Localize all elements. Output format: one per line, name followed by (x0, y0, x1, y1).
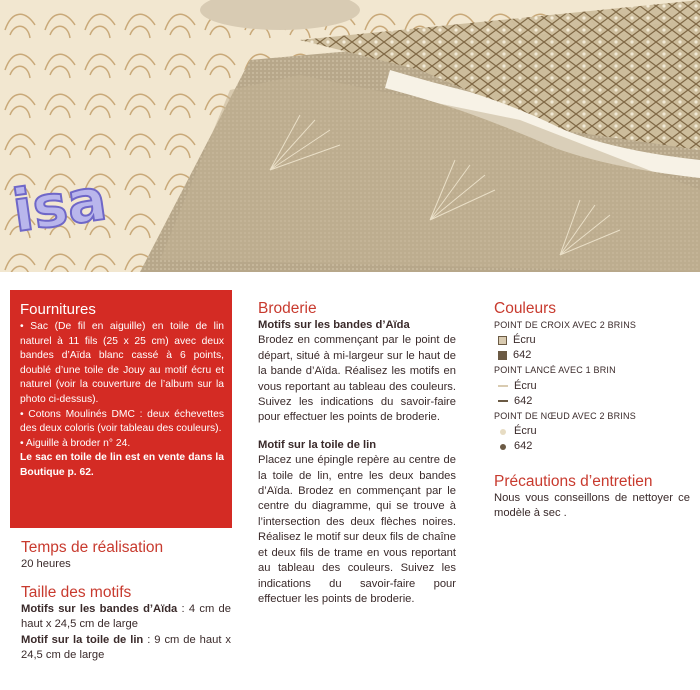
taille-lin-value: : 9 cm de haut x 24,5 cm de large (21, 633, 231, 662)
couleurs-croix-642-label: 642 (513, 349, 532, 362)
couleurs-group-lance-title: POINT LANCÉ AVEC 1 BRIN (494, 365, 616, 376)
precautions-section (494, 473, 690, 522)
broderie-sub-lin: Motif sur la toile de lin (258, 438, 377, 451)
fournitures-item-sac: • Sac (De fil en aiguille) en toile de lin naturel à 11 fils (25 x 25 cm) avec deux bandes d’Aïda blanc cassé à 6 points, doublé d’une toile de Jouy au motif écru et naturel (voir la couverture de l’album sur la photo ci-dessus). (20, 321, 224, 405)
fournitures-item-cotons: • Cotons Moulinés DMC : deux échevettes des deux coloris (voir tableau des couleurs). (20, 408, 224, 435)
swatch-knot-ecru-icon (500, 429, 506, 435)
swatch-line-642-icon (498, 400, 508, 402)
svg-text:isa: isa (8, 164, 111, 246)
embroidered-bag-illustration (0, 0, 700, 272)
couleurs-croix-ecru-label: Écru (513, 334, 536, 347)
temps-value: 20 heures (21, 558, 71, 570)
fournitures-boutique-note: Le sac en toile de lin est en vente dans la Boutique p. 62. (20, 452, 224, 478)
taille-lin-label: Motif sur la toile de lin (21, 633, 144, 646)
taille-aida-label: Motifs sur les bandes d’Aïda (21, 603, 178, 615)
precautions-text: Nous vous conseillons de nettoyer ce modèle à sec . (494, 492, 690, 520)
couleurs-lance-642-label: 642 (514, 394, 533, 407)
fournitures-title: Fournitures (20, 301, 96, 318)
isa-logo (8, 165, 110, 245)
couleurs-noeud-642-label: 642 (514, 440, 533, 453)
couleurs-noeud-642 (494, 439, 690, 454)
broderie-sub-aida: Motifs sur les bandes d’Aïda (258, 319, 410, 331)
product-photo (0, 0, 700, 272)
swatch-line-ecru-icon (498, 385, 508, 387)
taille-aida (21, 602, 231, 633)
taille-aida-value: : 4 cm de haut x 24,5 cm de large (21, 603, 231, 631)
broderie-section (258, 300, 456, 607)
swatch-cross-642-icon (498, 351, 507, 360)
taille-section (21, 584, 231, 664)
couleurs-lance-642 (494, 394, 690, 409)
couleurs-section (494, 300, 690, 454)
couleurs-noeud-ecru (494, 424, 690, 439)
taille-title: Taille des motifs (21, 584, 132, 601)
couleurs-group-croix-title: POINT DE CROIX AVEC 2 BRINS (494, 320, 637, 330)
fournitures-box (10, 290, 232, 528)
couleurs-lance-ecru-label: Écru (514, 379, 537, 392)
broderie-title: Broderie (258, 300, 317, 317)
broderie-text-aida: Brodez en commençant par le point de départ, situé à mi-largeur sur le haut de la bande d’Aïda. Réalisez les motifs en vous reportant au tableau des couleurs. Suivez les indications du savoir-faire pour effectuer les points de broderie. (258, 334, 456, 424)
couleurs-lance-ecru (494, 379, 690, 394)
swatch-cross-ecru-icon (498, 336, 507, 345)
swatch-knot-642-icon (500, 444, 506, 450)
couleurs-noeud-ecru-label: Écru (514, 425, 537, 438)
couleurs-title: Couleurs (494, 300, 557, 317)
fournitures-item-aiguille: • Aiguille à broder n° 24. (20, 437, 131, 449)
taille-lin (21, 633, 231, 664)
couleurs-croix-ecru (494, 333, 690, 348)
temps-title: Temps de réalisation (21, 539, 164, 556)
broderie-text-lin: Placez une épingle repère au centre de la toile de lin, entre les deux bandes d’Aïda. Brodez en commençant par le centre du diagramme, qui se trouve à l’intersection des deux flèches noires. Réalisez le motif sur deux fils de chaîne et deux fils de trame en vous reportant au tableau des couleurs. Suivez les indications du savoir-faire pour effectuer les points de broderie. (258, 454, 456, 605)
couleurs-group-noeud-title: POINT DE NŒUD AVEC 2 BRINS (494, 410, 636, 421)
precautions-title: Précautions d’entretien (494, 473, 653, 490)
couleurs-croix-642 (494, 348, 690, 363)
temps-section (21, 539, 231, 572)
